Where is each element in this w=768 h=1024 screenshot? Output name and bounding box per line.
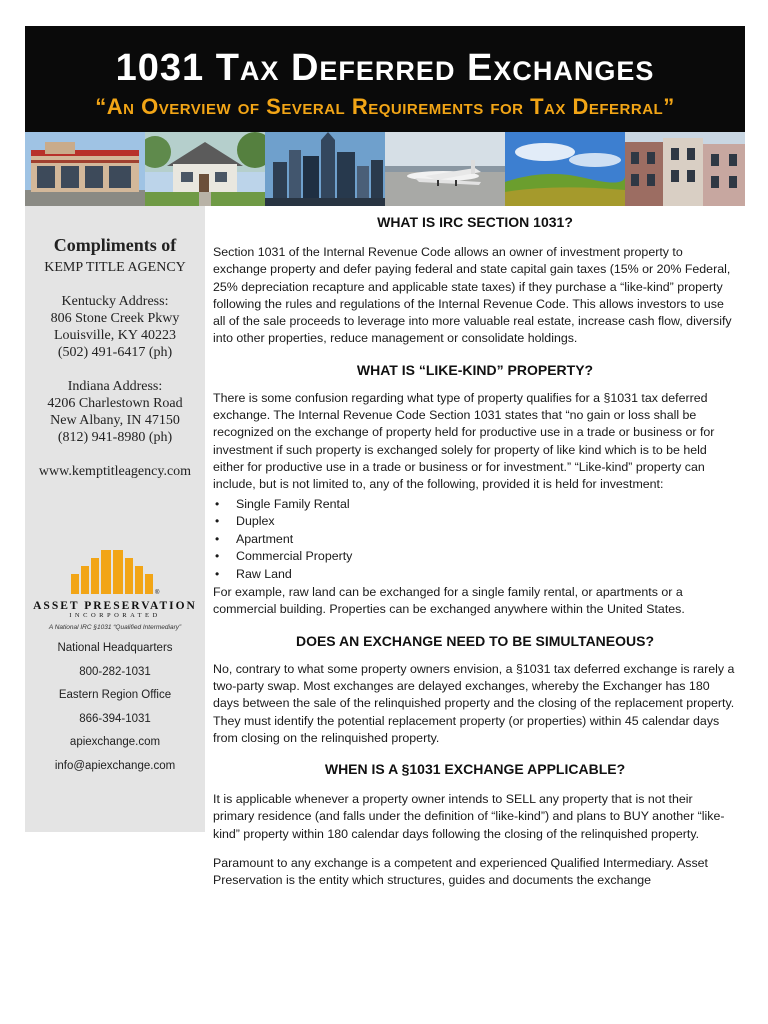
document-header bbox=[25, 26, 745, 132]
list-item: • Single Family Rental bbox=[213, 496, 737, 514]
apiexchange-link[interactable]: apiexchange.com bbox=[69, 736, 161, 748]
document-subtitle: “An Overview of Several Requirements for Tax Deferral” bbox=[95, 94, 675, 119]
document-title: 1031 Tax Deferred Exchanges bbox=[115, 47, 655, 89]
kentucky-city: Louisville, KY 40223 bbox=[54, 328, 176, 343]
agency-website-link[interactable]: www.kemptitleagency.com bbox=[38, 464, 192, 479]
house-photo bbox=[145, 132, 265, 206]
indiana-street: 4206 Charlestown Road bbox=[47, 396, 183, 411]
asset-preservation-logo bbox=[25, 548, 205, 631]
section-body-like-kind-example: For example, raw land can be exchanged for a single family rental, or apartments or a commercial building. Properties can be exchanged anywhere within the United States. bbox=[213, 585, 685, 617]
main-content bbox=[213, 212, 737, 890]
field-photo bbox=[505, 132, 625, 206]
section-heading-simultaneous: DOES AN EXCHANGE NEED TO BE SIMULTANEOUS? bbox=[295, 632, 655, 649]
logo-tagline: A National IRC §1031 “Qualified Intermediary” bbox=[48, 624, 182, 631]
kentucky-street: 806 Stone Creek Pkwy bbox=[50, 311, 180, 326]
list-item: • Commercial Property bbox=[213, 548, 737, 566]
property-type-list bbox=[213, 496, 737, 584]
indiana-address-label: Indiana Address: bbox=[67, 379, 163, 394]
list-item: • Apartment bbox=[213, 531, 737, 549]
logo-company-name: ASSET PRESERVATION bbox=[33, 600, 197, 612]
retail-building-photo bbox=[25, 132, 145, 206]
email-link[interactable]: info@apiexchange.com bbox=[54, 759, 176, 772]
section-heading-like-kind: WHAT IS “LIKE-KIND” PROPERTY? bbox=[356, 361, 594, 378]
eastern-office-label: Eastern Region Office bbox=[58, 689, 172, 701]
logo-incorporated: INCORPORATED bbox=[69, 612, 161, 619]
section-body-qualified-intermediary: Paramount to any exchange is a competent and experienced Qualified Intermediary. Asset Preservation is the entity which structures, guides and documents the exchange bbox=[213, 856, 708, 888]
eastern-office-phone: 866-394-1031 bbox=[79, 712, 151, 725]
list-item: • Duplex bbox=[213, 513, 737, 531]
section-body-applicable: It is applicable whenever a property owner intends to SELL any property that is not their primary residence (and falls under the definition of “like-kind”) and plans to BUY another “like-kind” property within 180 calendar days following the closing of the relinquished property. bbox=[213, 792, 725, 841]
list-item: • Raw Land bbox=[213, 566, 737, 584]
sidebar bbox=[25, 206, 205, 832]
section-heading-applicable: WHEN IS A §1031 EXCHANGE APPLICABLE? bbox=[324, 761, 626, 778]
registered-mark: ® bbox=[155, 590, 160, 594]
kentucky-phone: (502) 491-6417 (ph) bbox=[57, 345, 173, 360]
photo-strip bbox=[25, 132, 745, 206]
agency-name: KEMP TITLE AGENCY bbox=[44, 260, 186, 275]
building-bars-icon bbox=[65, 548, 165, 594]
section-body-irc-1031: Section 1031 of the Internal Revenue Code allows an owner of investment property to exchange property and defer paying federal and state capital gain taxes (15% or 20% Federal, 25% depreciation recapture and applicable state taxes) if they purchase a “like-kind” property following the rules and regulations of the Internal Revenue Code. This allows investors to use all of the sale proceeds to leverage into more valuable real estate, increase cash flow, diversify into other properties, reduce management or consolidate holdings. bbox=[213, 245, 732, 346]
section-body-like-kind: There is some confusion regarding what type of property qualifies for a §1031 tax deferred exchange. The Internal Revenue Code Section 1031 states that “no gain or loss shall be recognized on the exchange of property held for productive use in a trade or business or for investment if such property is exchanged solely for property of like kind which is to be held either for productive use in a trade or business or for investment.” “Like-kind” property can include, but is not limited to, any of the following, provided it is held for investment: bbox=[213, 390, 715, 492]
airplane-photo bbox=[385, 132, 505, 206]
townhouses-photo bbox=[625, 132, 745, 206]
hq-phone: 800-282-1031 bbox=[79, 665, 151, 678]
city-skyline-photo bbox=[265, 132, 385, 206]
indiana-city: New Albany, IN 47150 bbox=[50, 413, 180, 428]
kentucky-address-label: Kentucky Address: bbox=[61, 294, 169, 309]
section-body-simultaneous: No, contrary to what some property owners envision, a §1031 tax deferred exchange is rarely a two-party swap. Most exchanges are delayed exchanges, whereby the Exchanger has 180 days between the sale of the relinquished property and the closing of the replacement property. They must identify the potential replacement property (or properties) within 45 calendar days from closing on the relinquished property. bbox=[213, 661, 735, 745]
hq-label: National Headquarters bbox=[57, 642, 173, 654]
compliments-heading: Compliments of bbox=[53, 235, 177, 255]
indiana-phone: (812) 941-8980 (ph) bbox=[57, 430, 173, 445]
section-heading-irc-1031: WHAT IS IRC SECTION 1031? bbox=[377, 214, 573, 230]
